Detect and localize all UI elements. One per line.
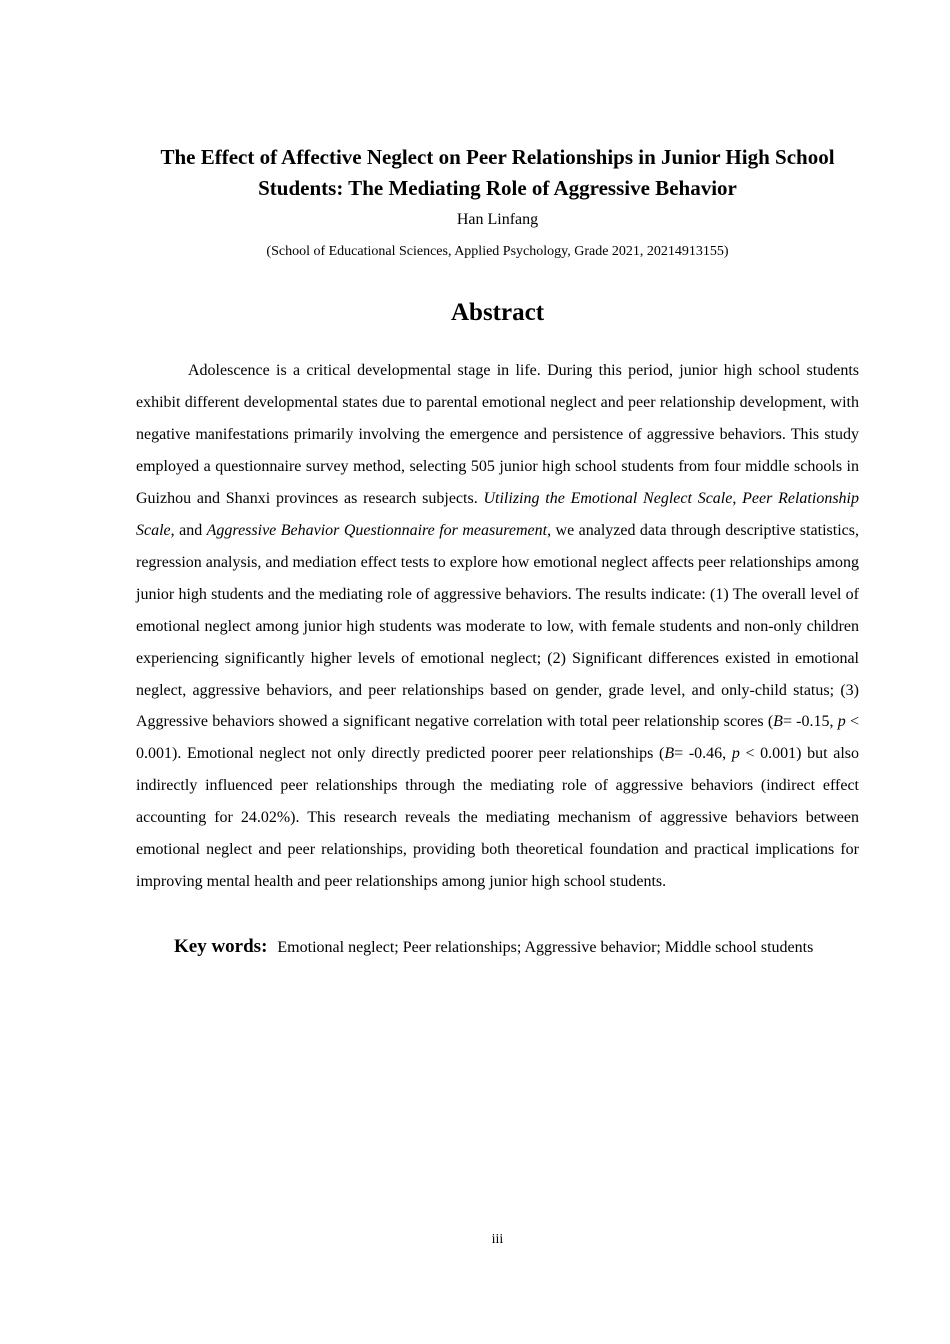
stat-symbol-b: B: [664, 745, 675, 763]
keywords-label: Key words:: [174, 936, 268, 957]
abstract-italic-scale-name: Peer Relationship Scale: [136, 489, 859, 539]
abstract-text: Adolescence is a critical developmental stage in life. During this period, junior high school students exhibit different developmental states due to parental emotional neglect and peer relationship development, with negative manifestations primarily involving the emergence and persistence of aggressive behaviors. This study employed a questionnaire survey method, selecting 505 junior high school students from four middle schools in Guizhou and Shanxi provinces as research subjects.: [136, 362, 859, 507]
paper-title-line-1: The Effect of Affective Neglect on Peer Relationships in Junior High School: [160, 145, 835, 169]
stat-symbol-p: p: [731, 745, 740, 763]
abstract-text: ,: [732, 489, 743, 507]
abstract-text: , we analyzed data through descriptive statistics, regression analysis, and mediation effect tests to explore how emotional neglect affects peer relationships among junior high students and the mediating role of aggressive behaviors. The results indicate: (1) The overall level of emotional neglect among junior high students was moderate to low, with female students and non-only children experiencing significantly higher levels of emotional neglect; (2) Significant differences existed in emotional neglect, aggressive behaviors, and peer relationships based on gender, grade level, and only-child status; (3) Aggressive behaviors showed a significant negative correlation with total peer relationship scores (: [136, 521, 859, 731]
abstract-italic-scale-name: Utilizing the Emotional Neglect Scale: [483, 489, 733, 507]
paper-title-line-2: Students: The Mediating Role of Aggressive Behavior: [258, 176, 737, 200]
keywords-line: [174, 933, 874, 962]
stat-symbol-b: B: [773, 713, 783, 731]
stat-symbol-p: p: [837, 713, 846, 731]
author-affiliation: (School of Educational Sciences, Applied Psychology, Grade 2021, 20214913155): [266, 244, 729, 259]
abstract-body: [136, 355, 859, 898]
abstract-text: , and: [170, 521, 207, 539]
abstract-text: < 0.001). Emotional neglect not only directly predicted poorer peer relationships (: [136, 713, 859, 763]
abstract-text: = -0.15,: [782, 713, 838, 731]
abstract-text: = -0.46,: [674, 745, 732, 763]
author-name: Han Linfang: [456, 211, 539, 228]
abstract-text: < 0.001) but also indirectly influenced peer relationships through the mediating role of aggressive behaviors (indirect effect accounting for 24.02%). This research reveals the mediating mechanism of aggressive behaviors between emotional neglect and peer relationships, providing both theoretical foundation and practical implications for improving mental health and peer relationships among junior high school students.: [136, 745, 859, 891]
abstract-italic-scale-name: Aggressive Behavior Questionnaire for measurement: [206, 521, 548, 539]
paper-title: [126, 142, 869, 204]
page-number: iii: [491, 1232, 504, 1247]
keywords-value: Emotional neglect; Peer relationships; Aggressive behavior; Middle school students: [277, 939, 814, 956]
abstract-heading: Abstract: [450, 299, 545, 326]
